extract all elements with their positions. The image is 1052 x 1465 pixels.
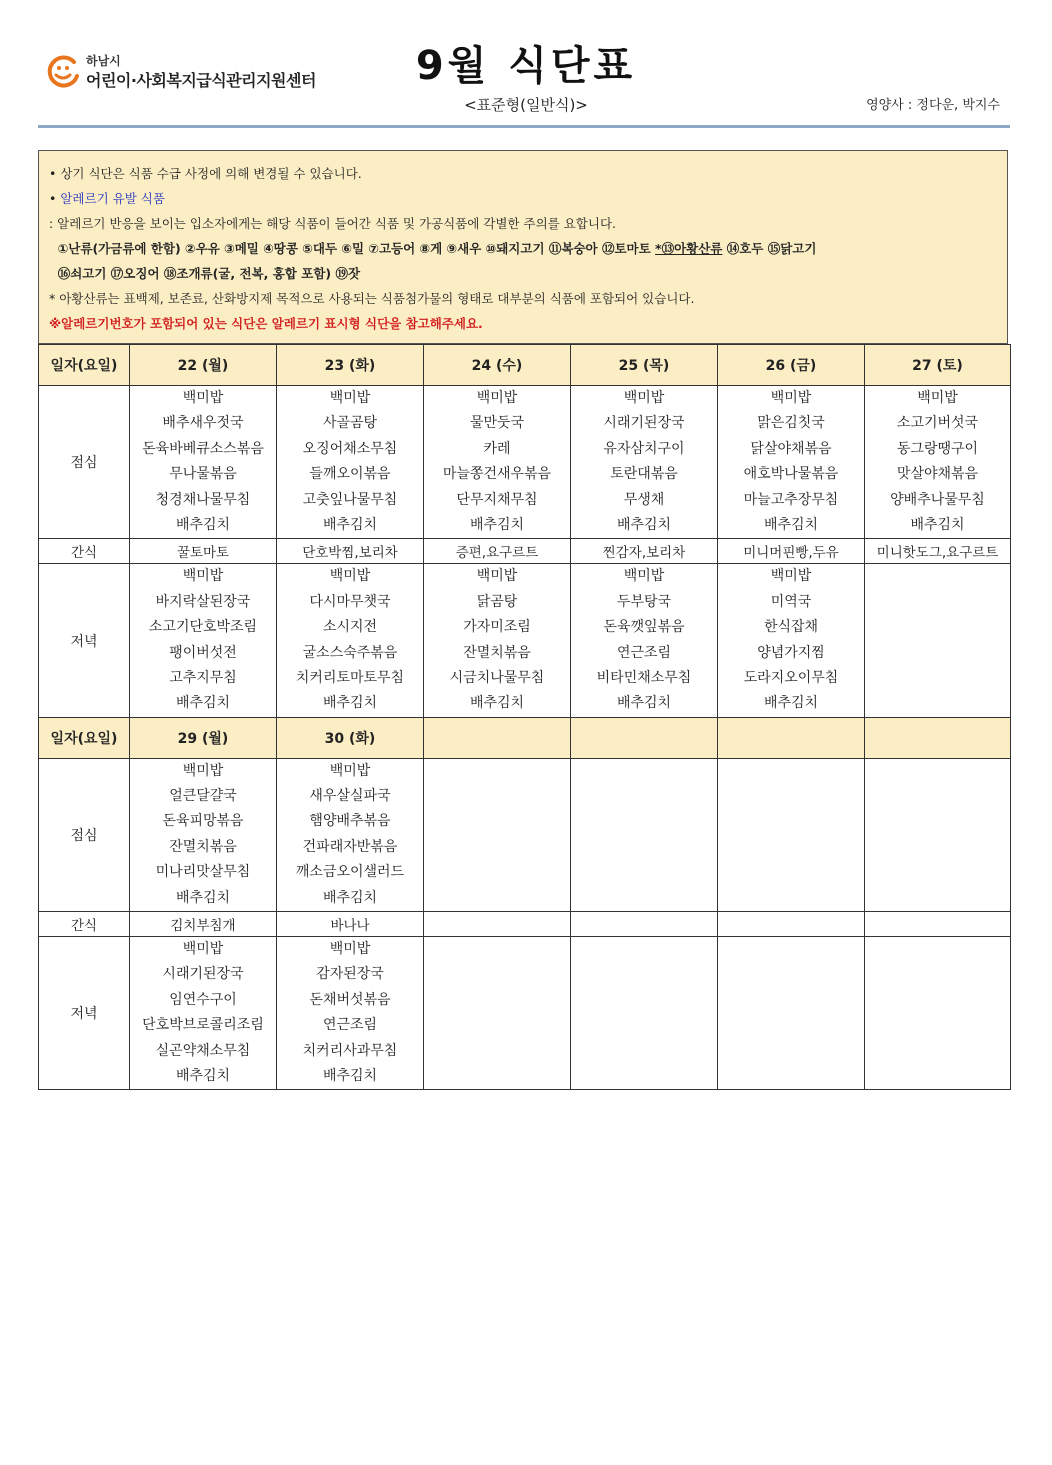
menu-item: 닭곰탕 — [476, 593, 518, 610]
menu-item: 연근조림 — [616, 644, 672, 661]
menu-item — [424, 962, 570, 987]
menu-item: 시래기된장국 — [603, 415, 685, 432]
menu-item: 단호박브로콜리조림 — [142, 1017, 264, 1034]
menu-item: 백미밥 — [182, 762, 224, 779]
menu-item — [424, 886, 570, 911]
menu-item — [865, 962, 1010, 987]
day-header: 27 (토) — [865, 345, 1011, 386]
page-subtitle: <표준형(일반식)> — [464, 96, 588, 114]
menu-item — [718, 1013, 864, 1038]
menu-item — [865, 1039, 1010, 1064]
date-header-label: 일자(요일) — [39, 717, 130, 758]
menu-item: 배추김치 — [322, 1067, 378, 1084]
sulfite-item: *⑬아황산류 — [655, 241, 723, 256]
snack-cell — [718, 912, 865, 937]
dinner-label: 저녁 — [39, 564, 130, 717]
menu-item — [865, 564, 1010, 589]
menu-item — [865, 784, 1010, 809]
lunch-cell — [277, 758, 424, 911]
menu-item: 미역국 — [770, 593, 812, 610]
menu-item — [718, 988, 864, 1013]
lunch-cell — [424, 386, 571, 539]
dinner-cell — [130, 564, 277, 717]
lunch-cell — [130, 758, 277, 911]
menu-item: 배추김치 — [175, 889, 231, 906]
dinner-cell — [277, 937, 424, 1090]
dinner-row — [39, 937, 1011, 1090]
menu-item: 백미밥 — [182, 390, 224, 406]
org-name: 어린이·사회복지급식관리지원센터 — [86, 71, 316, 90]
menu-item — [865, 691, 1010, 716]
menu-item: 유자삼치구이 — [603, 440, 685, 457]
lunch-cell — [865, 758, 1011, 911]
menu-item: 애호박나물볶음 — [743, 466, 839, 483]
menu-table — [38, 344, 1011, 1090]
notice-warning: ※알레르기번호가 포함되어 있는 식단은 알레르기 표시형 식단을 참고해주세요. — [49, 316, 483, 331]
menu-item — [865, 590, 1010, 615]
menu-item: 백미밥 — [329, 568, 371, 585]
day-header: 29 (월) — [130, 717, 277, 758]
dinner-cell — [865, 564, 1011, 717]
menu-item: 백미밥 — [917, 390, 958, 406]
menu-item: 배추김치 — [175, 516, 231, 533]
date-header-label: 일자(요일) — [39, 345, 130, 386]
menu-item — [571, 1064, 717, 1089]
menu-item: 백미밥 — [623, 390, 665, 406]
menu-item — [865, 1013, 1010, 1038]
snack-cell: 단호박찜,보리차 — [277, 539, 424, 564]
lunch-label: 점심 — [39, 386, 130, 539]
menu-item: 두부탕국 — [616, 593, 672, 610]
menu-item — [718, 1039, 864, 1064]
day-header: 22 (월) — [130, 345, 277, 386]
snack-cell: 증편,요구르트 — [424, 539, 571, 564]
menu-item: 도라지오이무침 — [743, 669, 839, 686]
menu-item — [424, 759, 570, 784]
menu-item: 양배추나물무침 — [890, 491, 985, 508]
menu-item — [718, 860, 864, 885]
menu-item — [571, 835, 717, 860]
menu-item: 고추지무침 — [169, 669, 237, 686]
menu-item: 고춧잎나물무침 — [302, 491, 398, 508]
menu-item: 배추김치 — [175, 1067, 231, 1084]
menu-item — [571, 860, 717, 885]
menu-item — [424, 1064, 570, 1089]
menu-item — [865, 759, 1010, 784]
menu-item: 시래기된장국 — [162, 966, 244, 983]
menu-item: 무나물볶음 — [169, 466, 237, 483]
menu-item — [865, 809, 1010, 834]
page-title: 9월 식단표 — [415, 43, 637, 89]
org-city: 하남시 — [86, 54, 121, 68]
menu-item: 깨소금오이샐러드 — [295, 864, 405, 881]
menu-item: 임연수구이 — [169, 991, 237, 1008]
snack-cell: 찐감자,보리차 — [571, 539, 718, 564]
notice-allergy-heading: • 알레르기 유발 식품 — [49, 191, 165, 206]
menu-item: 배추김치 — [763, 516, 819, 533]
menu-item — [718, 809, 864, 834]
menu-item: 배추김치 — [469, 516, 525, 533]
menu-item: 맑은김칫국 — [757, 415, 825, 432]
menu-item: 돈채버섯볶음 — [309, 991, 391, 1008]
menu-item: 팽이버섯전 — [169, 644, 237, 661]
menu-item — [424, 835, 570, 860]
lunch-cell — [571, 758, 718, 911]
lunch-cell — [571, 386, 718, 539]
menu-item — [424, 860, 570, 885]
menu-item: 배추새우젓국 — [162, 415, 244, 432]
menu-item: 소고기단호박조림 — [148, 619, 258, 636]
notice-box — [38, 150, 1008, 344]
menu-item — [571, 886, 717, 911]
menu-item — [718, 1064, 864, 1089]
menu-item: 소시지전 — [322, 619, 378, 636]
menu-item: 소고기버섯국 — [896, 415, 979, 432]
menu-item — [718, 784, 864, 809]
snack-cell: 미니핫도그,요구르트 — [865, 539, 1011, 564]
date-header-row — [39, 345, 1011, 386]
lunch-row — [39, 386, 1011, 539]
menu-item — [424, 988, 570, 1013]
notice-line: * 아황산류는 표백제, 보존료, 산화방지제 목적으로 사용되는 식품첨가물의 형태로 대부분의 식품에 포함되어 있습니다. — [49, 291, 695, 306]
menu-item: 백미밥 — [623, 568, 665, 585]
menu-item — [571, 937, 717, 962]
snack-label: 간식 — [39, 539, 130, 564]
menu-item: 무생채 — [623, 491, 665, 508]
menu-item — [571, 962, 717, 987]
menu-item: 들깨오이볶음 — [309, 466, 391, 483]
menu-item: 돈육바베큐소스볶음 — [142, 440, 264, 457]
menu-item: 동그랑땡구이 — [896, 440, 979, 457]
lunch-cell — [277, 386, 424, 539]
menu-item: 건파래자반볶음 — [302, 838, 398, 855]
dinner-cell — [718, 937, 865, 1090]
snack-cell: 김치부침개 — [130, 912, 277, 937]
day-header — [424, 717, 571, 758]
menu-item — [424, 809, 570, 834]
menu-item: 카레 — [483, 440, 511, 457]
nutritionist-credit: 영양사 : 정다운, 박지수 — [866, 98, 1000, 113]
menu-item: 비타민채소무침 — [596, 669, 692, 686]
menu-item: 실곤약채소무침 — [155, 1042, 251, 1059]
menu-item: 맛살야채볶음 — [896, 466, 979, 483]
menu-item: 백미밥 — [770, 390, 812, 406]
menu-item — [865, 937, 1010, 962]
menu-item: 백미밥 — [329, 941, 371, 958]
menu-item — [571, 809, 717, 834]
notice-line: : 알레르기 반응을 보이는 입소자에게는 해당 식품이 들어간 식품 및 가공식품에 각별한 주의를 요합니다. — [49, 216, 616, 231]
menu-item: 마늘쫑건새우볶음 — [442, 466, 552, 483]
dinner-cell — [571, 564, 718, 717]
menu-item: 잔멸치볶음 — [463, 644, 531, 661]
menu-item: 배추김치 — [910, 516, 965, 533]
menu-item: 단무지채무침 — [456, 491, 538, 508]
menu-item: 얼큰달걀국 — [169, 788, 237, 805]
day-header: 26 (금) — [718, 345, 865, 386]
menu-item: 배추김치 — [616, 695, 672, 712]
day-header — [718, 717, 865, 758]
snack-row — [39, 912, 1011, 937]
menu-item — [865, 1064, 1010, 1089]
menu-item — [865, 666, 1010, 691]
snack-cell — [424, 912, 571, 937]
menu-item: 치커리사과무침 — [302, 1042, 398, 1059]
menu-item: 백미밥 — [770, 568, 812, 585]
lunch-row — [39, 758, 1011, 911]
menu-item — [571, 1013, 717, 1038]
menu-item: 배추김치 — [469, 695, 525, 712]
day-header: 30 (화) — [277, 717, 424, 758]
menu-item: 한식잡채 — [763, 619, 819, 636]
menu-item — [865, 615, 1010, 640]
menu-item — [424, 1039, 570, 1064]
dinner-cell — [424, 564, 571, 717]
allergy-list: ①난류(가금류에 한함) ②우유 ③메밀 ④땅콩 ⑤대두 ⑥밀 ⑦고등어 ⑧게 ⑨새우 ⑩돼지고기 ⑪복숭아 ⑫토마토 *⑬아황산류 ⑭호두 ⑮닭고기 — [57, 241, 817, 256]
menu-item — [718, 835, 864, 860]
dinner-cell — [277, 564, 424, 717]
menu-item — [424, 937, 570, 962]
menu-item: 백미밥 — [182, 568, 224, 585]
menu-item: 백미밥 — [329, 390, 371, 406]
menu-item: 마늘고추장무침 — [743, 491, 839, 508]
menu-item: 연근조림 — [322, 1017, 378, 1034]
menu-item — [571, 988, 717, 1013]
menu-item: 백미밥 — [476, 568, 518, 585]
day-header: 24 (수) — [424, 345, 571, 386]
menu-item: 청경채나물무침 — [155, 491, 251, 508]
menu-item — [571, 759, 717, 784]
menu-item — [865, 860, 1010, 885]
dinner-label: 저녁 — [39, 937, 130, 1090]
day-header: 23 (화) — [277, 345, 424, 386]
menu-item — [718, 962, 864, 987]
menu-item — [718, 937, 864, 962]
menu-item: 토란대볶음 — [610, 466, 678, 483]
menu-item: 배추김치 — [322, 889, 378, 906]
menu-item: 백미밥 — [476, 390, 518, 406]
menu-item: 굴소스숙주볶음 — [302, 644, 398, 661]
menu-item — [865, 641, 1010, 666]
lunch-cell — [865, 386, 1011, 539]
day-header — [571, 717, 718, 758]
menu-item — [718, 886, 864, 911]
snack-cell: 바나나 — [277, 912, 424, 937]
menu-item: 시금치나물무침 — [449, 669, 545, 686]
menu-item — [865, 988, 1010, 1013]
menu-item — [571, 784, 717, 809]
snack-row — [39, 539, 1011, 564]
snack-label: 간식 — [39, 912, 130, 937]
snack-cell — [865, 912, 1011, 937]
menu-item — [865, 835, 1010, 860]
menu-item: 가자미조림 — [463, 619, 531, 636]
dinner-cell — [865, 937, 1011, 1090]
menu-item: 배추김치 — [322, 695, 378, 712]
menu-item — [718, 759, 864, 784]
day-header — [865, 717, 1011, 758]
day-header: 25 (목) — [571, 345, 718, 386]
menu-item — [424, 1013, 570, 1038]
menu-item: 다시마무챗국 — [309, 593, 391, 610]
snack-cell: 꿀토마토 — [130, 539, 277, 564]
menu-item: 돈육깻잎볶음 — [603, 619, 685, 636]
notice-line: • 상기 식단은 식품 수급 사정에 의해 변경될 수 있습니다. — [49, 166, 362, 181]
dinner-cell — [130, 937, 277, 1090]
menu-item: 잔멸치볶음 — [169, 838, 237, 855]
menu-item: 배추김치 — [763, 695, 819, 712]
menu-item — [865, 886, 1010, 911]
dinner-row — [39, 564, 1011, 717]
menu-item: 새우살실파국 — [309, 788, 391, 805]
dinner-cell — [718, 564, 865, 717]
menu-item — [571, 1039, 717, 1064]
dinner-cell — [424, 937, 571, 1090]
menu-item: 백미밥 — [182, 941, 224, 958]
menu-item — [424, 784, 570, 809]
menu-item: 바지락살된장국 — [155, 593, 251, 610]
menu-item: 배추김치 — [322, 516, 378, 533]
lunch-cell — [718, 386, 865, 539]
date-header-row — [39, 717, 1011, 758]
menu-item: 사골곰탕 — [322, 415, 378, 432]
menu-item: 닭살야채볶음 — [750, 440, 832, 457]
menu-item: 오징어채소무침 — [302, 440, 398, 457]
menu-item: 감자된장국 — [316, 966, 384, 983]
menu-item: 물만둣국 — [469, 415, 525, 432]
allergy-list: ⑯쇠고기 ⑰오징어 ⑱조개류(굴, 전복, 홍합 포함) ⑲잣 — [57, 266, 361, 281]
header-divider — [38, 125, 1010, 128]
dinner-cell — [571, 937, 718, 1090]
lunch-label: 점심 — [39, 758, 130, 911]
menu-item: 백미밥 — [329, 762, 371, 779]
menu-item: 햄양배추볶음 — [309, 813, 391, 830]
lunch-cell — [718, 758, 865, 911]
menu-item: 치커리토마토무침 — [295, 669, 405, 686]
menu-item: 미나리맛살무침 — [155, 864, 251, 881]
menu-item: 양념가지찜 — [757, 644, 825, 661]
menu-item: 배추김치 — [616, 516, 672, 533]
lunch-cell — [424, 758, 571, 911]
snack-cell: 미니머핀빵,두유 — [718, 539, 865, 564]
lunch-cell — [130, 386, 277, 539]
menu-item: 돈육피망볶음 — [162, 813, 244, 830]
allergy-heading-text: 알레르기 유발 식품 — [60, 191, 165, 206]
snack-cell — [571, 912, 718, 937]
menu-item: 배추김치 — [175, 695, 231, 712]
